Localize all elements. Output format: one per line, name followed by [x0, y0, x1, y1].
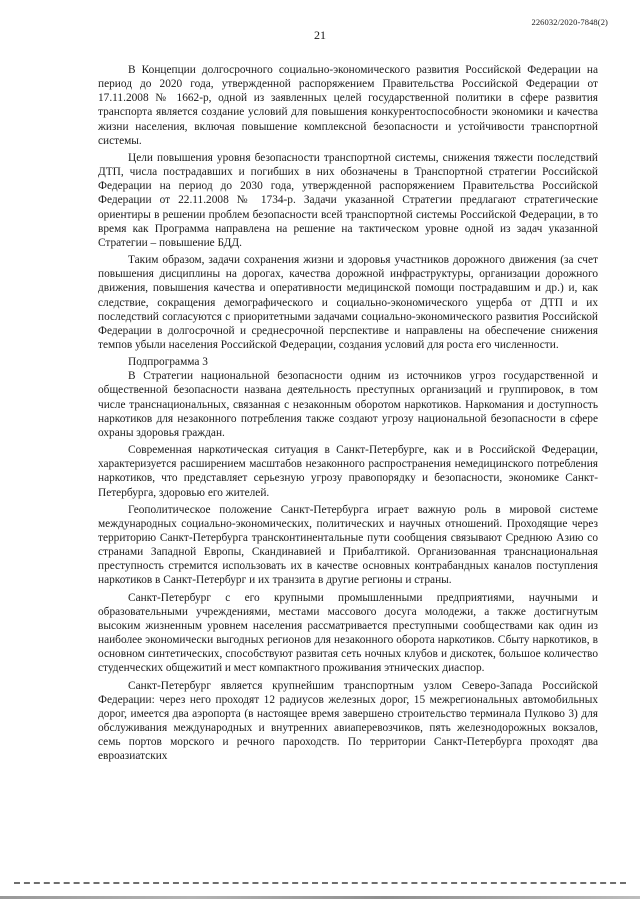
- subprogram-heading: Подпрограмма 3: [128, 356, 208, 369]
- paragraph: Санкт-Петербург с его крупными промышленными предприятиями, научными и образовательными учреждениями, местами массового досуга молодежи, а также достигнутым высоким жизненным уровнем населения рассматривается преступными сообществами как один из наиболее экономически выгодных регионов для незаконного оборота наркотиков. Сбыту наркотиков, в основном синтетических, способствуют развитая сеть ночных клубов и дискотек, большое количество студенческих общежитий и мест компактного проживания этнических диаспор.: [98, 591, 598, 675]
- paragraph: Современная наркотическая ситуация в Санкт-Петербурге, как и в Российской Федерации, характеризуется расширением масштабов незаконного распространения немедицинского потребления наркотиков, что представляет серьезную угрозу правопорядку и безопасности, экономике Санкт-Петербурга, здоровью его жителей.: [98, 444, 598, 499]
- scan-artifact-edge: [0, 896, 640, 899]
- paragraph: Геополитическое положение Санкт-Петербурга играет важную роль в мировой системе международных социально-экономических, политических и научных отношений. Проходящие через территорию Санкт-Петербурга трансконтинентальные пути сообщения связывают Среднюю Азию со странами Западной Европы, Скандинавией и Прибалтикой. Организованная транснациональная преступность стремится использовать их в качестве основных контрабандных каналов поступления наркотиков в Санкт-Петербург и их транзита в другие регионы и страны.: [98, 503, 598, 587]
- document-body: [98, 63, 598, 767]
- paragraph: Санкт-Петербург является крупнейшим транспортным узлом Северо-Запада Российской Федерации: через него проходят 12 радиусов железных дорог, 15 межрегиональных автомобильных дорог, имеется два аэропорта (в настоящее время завершено строительство терминала Пулково 3) для обслуживания международных и внутренних авиаперевозчиков, пять железнодорожных вокзалов, семь портов морского и речного пароходств. По территории Санкт-Петербурга проходят два евроазиатских: [98, 679, 598, 763]
- paragraph: Цели повышения уровня безопасности транспортной системы, снижения тяжести последствий ДТП, числа пострадавших и погибших в них обозначены в Транспортной стратегии Российской Федерации на период до 2030 года, утвержденной распоряжением Правительства Российской Федерации от 22.11.2008 № 1734-р. Задачи указанной Стратегии предлагают стратегические ориентиры в решении проблем безопасности всей транспортной системы Российской Федерации, в то время как Программа направлена на решение на тактическом уровне одной из задач указанной Стратегии – повышение БДД.: [98, 151, 598, 249]
- scan-artifact-line: [14, 882, 626, 888]
- paragraph: Таким образом, задачи сохранения жизни и здоровья участников дорожного движения (за счет повышения дисциплины на дорогах, качества дорожной инфраструктуры, организации дорожного движения, повышения качества и оперативности медицинской помощи пострадавшим и др.) и, как следствие, сокращения демографического и социально-экономического ущерба от ДТП и их последствий согласуются с приоритетными задачами социально-экономического развития Российской Федерации в долгосрочной и среднесрочной перспективе и направлены на обеспечение снижения темпов убыли населения Российской Федерации, создания условий для роста его численности.: [98, 254, 598, 351]
- paragraph: В Концепции долгосрочного социально-экономического развития Российской Федерации на период до 2020 года, утвержденной распоряжением Правительства Российской Федерации от 17.11.2008 № 1662-р, одной из заявленных целей государственной политики в сфере развития транспорта является создание условий для повышения конкурентоспособности экономики и качества жизни населения, включая повышение комплексной безопасности и устойчивости транспортной системы.: [98, 64, 598, 147]
- page-number: 21: [314, 28, 326, 42]
- paragraph: В Стратегии национальной безопасности одним из источников угроз государственной и общественной безопасности названа деятельность преступных организаций и группировок, в том числе транснациональных, связанная с незаконным оборотом наркотиков. Наркомания и доступность наркотиков для незаконного потребления также создают угрозу национальной безопасности в сфере охраны здоровья граждан.: [98, 370, 598, 439]
- document-id: 226032/2020-7848(2): [531, 17, 608, 27]
